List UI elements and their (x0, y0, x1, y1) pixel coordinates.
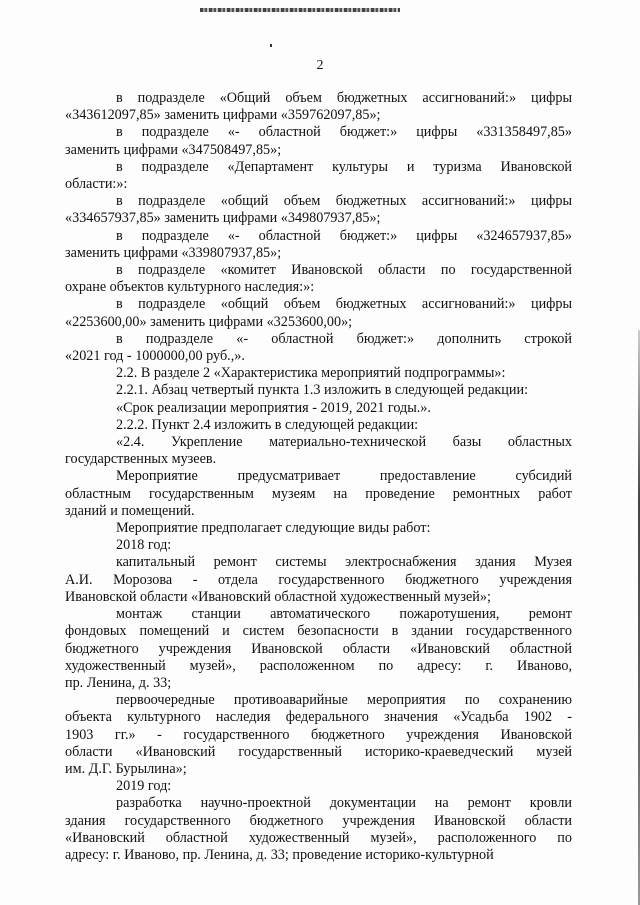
paragraph (65, 124, 572, 158)
scan-artifact-dot (270, 44, 272, 47)
text-line: в подразделе «- областной бюджет:» дополнить строкой (116, 330, 572, 347)
text-line: художественный музей», расположенном по адресу: г. Иваново, (65, 657, 572, 674)
text-line: «343612097,85» заменить цифрами «359762097,85»; (65, 107, 381, 124)
text-line: областным государственным музеям на проведение ремонтных работ (65, 485, 572, 502)
text-line: в подразделе «- областной бюджет:» цифры «331358497,85» (116, 124, 572, 141)
text-line: «2253600,00» заменить цифрами «3253600,00»; (65, 313, 353, 330)
paragraph (65, 330, 572, 365)
text-line: государственных музеев. (65, 451, 217, 468)
paragraph (65, 193, 572, 227)
text-line: зданий и помещений. (65, 502, 195, 519)
text-line: 1903 гг.» - государственного бюджетного учреждения Ивановской (65, 726, 572, 743)
paragraph (65, 468, 572, 520)
paragraph (116, 400, 572, 417)
paragraph (65, 158, 572, 193)
paragraph (116, 778, 572, 795)
text-line: охране объектов культурного наследия:»: (65, 279, 315, 296)
page-number: 2 (316, 58, 324, 73)
text-line: капитальный ремонт системы электроснабжения здания Музея (116, 554, 572, 571)
paragraph (65, 296, 572, 330)
paragraph (65, 90, 572, 124)
text-line: пр. Ленина, д. 33; (65, 674, 172, 691)
text-line: 2.2. В разделе 2 «Характеристика мероприятий подпрограммы»: (116, 365, 506, 382)
text-line: Мероприятие предусматривает предоставление субсидий (116, 468, 572, 485)
paragraph (116, 365, 572, 382)
text-line: разработка научно-проектной документации на ремонт кровли (116, 795, 572, 812)
paragraph (65, 606, 572, 692)
text-line: объекта культурного наследия федерального значения «Усадьба 1902 - (65, 709, 572, 726)
text-line: Ивановской области «Ивановский областной художественный музей»; (65, 588, 491, 605)
text-line: в подразделе «комитет Ивановской области по государственной (116, 262, 572, 279)
text-line: первоочередные противоаварийные мероприятия по сохранению (116, 692, 572, 709)
text-line: заменить цифрами «347508497,85»; (65, 141, 282, 158)
text-line: области «Ивановский государственный историко-краеведческий музей (65, 743, 572, 760)
text-line: А.И. Морозова - отдела государственного бюджетного учреждения (65, 571, 572, 588)
text-line: монтаж станции автоматического пожаротушения, ремонт (116, 606, 572, 623)
paragraph (116, 537, 572, 554)
text-line: «Ивановский областной художественный музей», расположенного по (65, 829, 572, 846)
paragraph (116, 520, 572, 537)
paragraph (65, 434, 572, 468)
text-line: адресу: г. Иваново, пр. Ленина, д. 33; проведение историко-культурной (65, 846, 494, 863)
paragraph (65, 795, 572, 864)
text-line: 2019 год: (116, 778, 172, 795)
text-line: «2021 год - 1000000,00 руб.,». (65, 348, 245, 365)
document-body (65, 90, 572, 864)
text-line: здания государственного бюджетного учреждения Ивановской области (65, 812, 572, 829)
text-line: бюджетного учреждения Ивановской области «Ивановский областной (65, 640, 572, 657)
text-line: в подразделе «Департамент культуры и туризма Ивановской (116, 158, 572, 175)
text-line: «Срок реализации мероприятия - 2019, 2021 годы.». (116, 399, 431, 416)
text-line: фондовых помещений и систем безопасности в здании государственного (65, 623, 572, 640)
text-line: 2018 год: (116, 537, 172, 554)
paragraph (116, 382, 572, 399)
text-line: им. Д.Г. Бурылина»; (65, 760, 187, 777)
text-line: Мероприятие предполагает следующие виды работ: (116, 520, 431, 537)
paragraph (65, 692, 572, 778)
text-line: в подразделе «- областной бюджет:» цифры «324657937,85» (116, 227, 572, 244)
paragraph (65, 227, 572, 262)
text-line: заменить цифрами «339807937,85»; (65, 244, 282, 261)
scan-artifact-top (200, 8, 400, 12)
text-line: 2.2.1. Абзац четвертый пункта 1.3 изложить в следующей редакции: (116, 382, 529, 399)
text-line: «2.4. Укрепление материально-технической базы областных (116, 434, 572, 451)
text-line: 2.2.2. Пункт 2.4 изложить в следующей редакции: (116, 416, 419, 433)
text-line: в подразделе «Общий объем бюджетных ассигнований:» цифры (116, 90, 572, 106)
text-line: в подразделе «общий объем бюджетных ассигнований:» цифры (116, 296, 572, 313)
text-line: области:»: (65, 176, 128, 193)
paragraph (65, 554, 572, 606)
paragraph (116, 417, 572, 434)
paragraph (65, 262, 572, 296)
text-line: в подразделе «общий объем бюджетных ассигнований:» цифры (116, 193, 572, 210)
text-line: «334657937,85» заменить цифрами «349807937,85»; (65, 210, 381, 227)
